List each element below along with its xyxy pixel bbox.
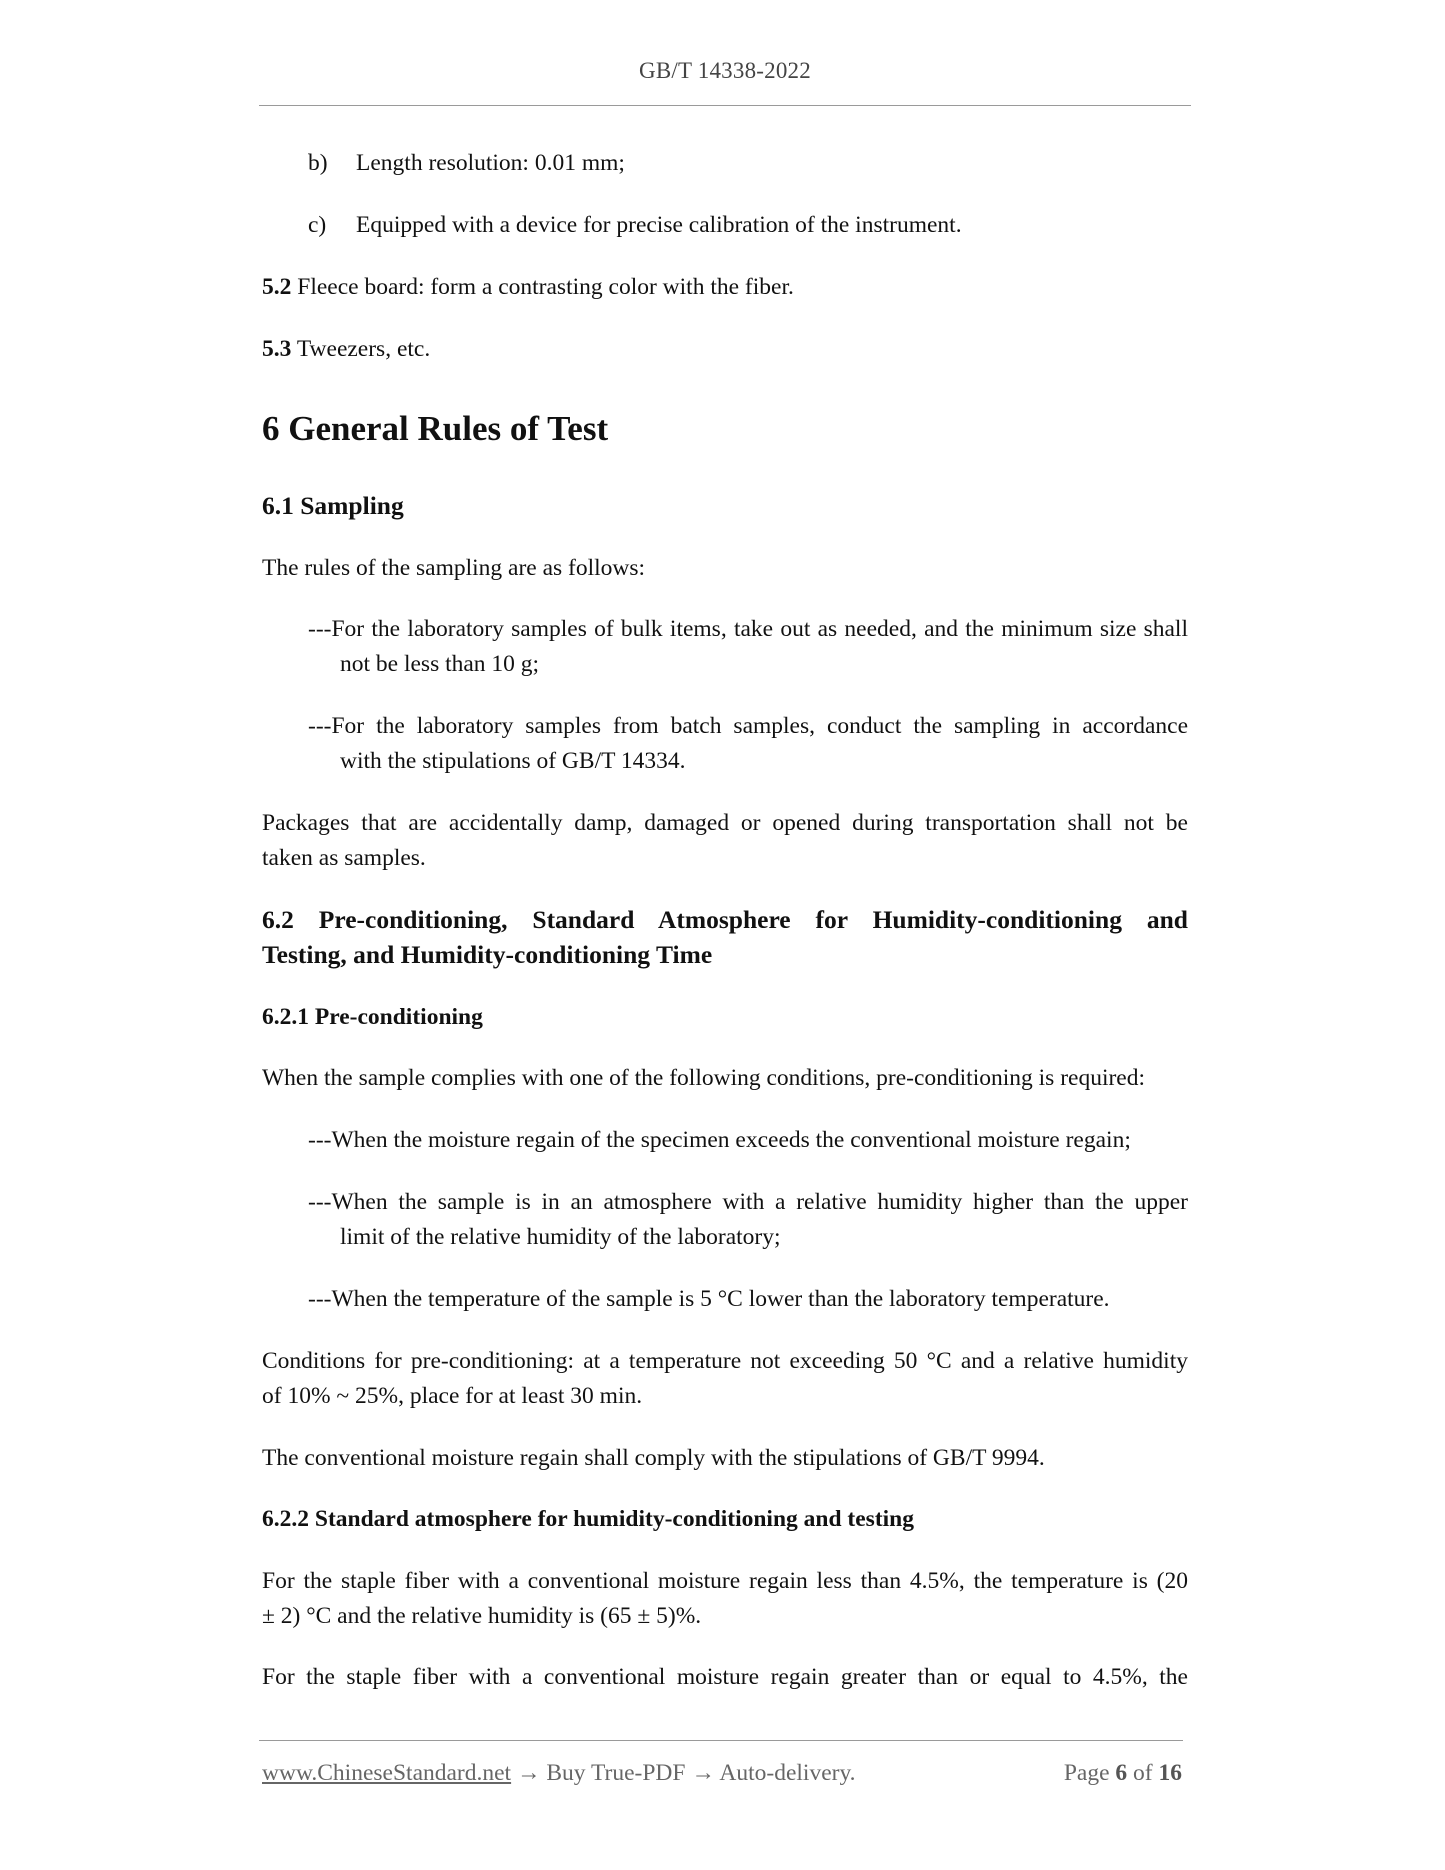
precond-dash-2-line-1: ---When the sample is in an atmosphere with a relative humidity higher than the upper: [308, 1189, 1188, 1215]
page-indicator: [1064, 1757, 1182, 1789]
section-heading-6: 6 General Rules of Test: [262, 409, 609, 448]
sampling-dash-1-line-2: not be less than 10 g;: [340, 651, 540, 677]
precond-dash-3: ---When the temperature of the sample is 5 °C lower than the laboratory temperature.: [308, 1286, 1110, 1312]
conditions-line-1: Conditions for pre-conditioning: at a temperature not exceeding 50 °C and a relative humidity: [262, 1348, 1188, 1374]
packages-line-2: taken as samples.: [262, 845, 426, 871]
footer-divider: [259, 1740, 1183, 1741]
clause-number: 5.2: [262, 274, 292, 300]
staple-less-line-2: ± 2) °C and the relative humidity is (65 ± 5)%.: [262, 1603, 702, 1629]
list-letter: b): [308, 150, 328, 176]
page-current: 6: [1115, 1760, 1128, 1786]
subsection-heading-6-2-line-1: 6.2 Pre-conditioning, Standard Atmosphere for Humidity-conditioning and: [262, 905, 1188, 934]
page-total: 16: [1158, 1760, 1182, 1786]
header-divider: [259, 105, 1191, 106]
list-text: Equipped with a device for precise calibration of the instrument.: [356, 212, 962, 238]
clause-text: Fleece board: form a contrasting color with the fiber.: [291, 274, 794, 300]
footer-promo: [262, 1757, 856, 1789]
subsubsection-heading-6-2-1: 6.2.1 Pre-conditioning: [262, 1004, 483, 1030]
staple-greater-line-1: For the staple fiber with a conventional moisture regain greater than or equal to 4.5%, the: [262, 1664, 1188, 1690]
precond-intro: When the sample complies with one of the following conditions, pre-conditioning is required:: [262, 1065, 1146, 1091]
conventional-regain: The conventional moisture regain shall comply with the stipulations of GB/T 9994.: [262, 1445, 1045, 1471]
subsection-heading-6-1: 6.1 Sampling: [262, 491, 404, 520]
staple-less-line-1: For the staple fiber with a conventional moisture regain less than 4.5%, the temperature is (20: [262, 1568, 1188, 1594]
list-letter: c): [308, 212, 327, 238]
precond-dash-2-line-2: limit of the relative humidity of the laboratory;: [340, 1224, 781, 1250]
site-link[interactable]: www.ChineseStandard.net: [262, 1760, 512, 1786]
document-header: GB/T 14338-2022: [639, 58, 811, 83]
promo-text: → Buy True-PDF → Auto-delivery.: [511, 1760, 856, 1786]
sampling-dash-2-line-2: with the stipulations of GB/T 14334.: [340, 748, 686, 774]
precond-dash-1: ---When the moisture regain of the specimen exceeds the conventional moisture regain;: [308, 1127, 1131, 1153]
clause-text: Tweezers, etc.: [291, 336, 431, 362]
conditions-line-2: of 10% ~ 25%, place for at least 30 min.: [262, 1383, 643, 1409]
sampling-dash-1-line-1: ---For the laboratory samples of bulk items, take out as needed, and the minimum size shall: [308, 616, 1188, 642]
subsection-heading-6-2-line-2: Testing, and Humidity-conditioning Time: [262, 940, 713, 969]
packages-line-1: Packages that are accidentally damp, damaged or opened during transportation shall not be: [262, 810, 1188, 836]
page-label: Page: [1063, 1760, 1110, 1786]
clause-5-2: [262, 270, 1188, 305]
list-text: Length resolution: 0.01 mm;: [356, 150, 625, 176]
sampling-intro: The rules of the sampling are as follows:: [262, 555, 646, 581]
clause-number: 5.3: [262, 336, 292, 362]
page-of: of: [1133, 1760, 1153, 1786]
sampling-dash-2-line-1: ---For the laboratory samples from batch samples, conduct the sampling in accordance: [308, 713, 1188, 739]
subsubsection-heading-6-2-2: 6.2.2 Standard atmosphere for humidity-conditioning and testing: [262, 1506, 914, 1532]
clause-5-3: [262, 332, 1188, 367]
